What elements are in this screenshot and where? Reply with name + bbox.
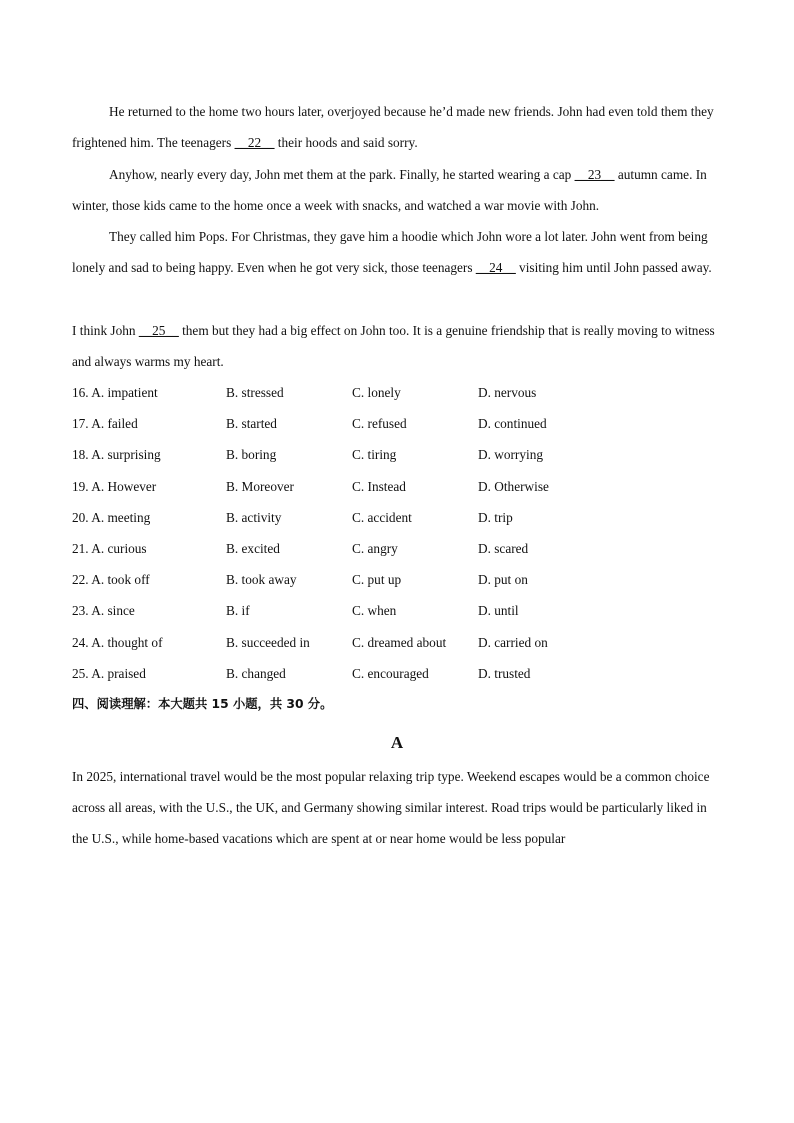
option-a: 19. A. However	[72, 478, 157, 494]
question-row	[72, 627, 722, 658]
option-b: B. started	[226, 416, 277, 432]
option-d: D. trusted	[478, 665, 531, 681]
question-row	[72, 408, 722, 439]
option-b: B. took away	[226, 572, 297, 588]
option-c: C. Instead	[352, 478, 406, 494]
option-d: D. nervous	[478, 385, 537, 400]
option-b: B. stressed	[226, 385, 284, 400]
option-a: 25. A. praised	[72, 665, 146, 681]
option-c: C. encouraged	[352, 665, 429, 681]
option-c: C. accident	[352, 509, 412, 525]
reading-passage-a: In 2025, international travel would be the most popular relaxing trip type. Weekend escapes would be a common choice across all areas, with the U.S., the UK, and Germany showing similar interest. Road trips would be particularly liked in the U.S., while home-based vacations which are spent at or near home would be less popular	[72, 769, 710, 846]
blank-24: __24__	[475, 260, 516, 275]
question-row	[72, 502, 722, 533]
paragraph-text: visiting him until John passed away.	[515, 260, 712, 275]
paragraph-4	[72, 315, 722, 377]
option-d: D. Otherwise	[478, 478, 549, 494]
paragraph-3	[72, 221, 722, 283]
option-c: C. put up	[352, 572, 402, 588]
option-a: 18. A. surprising	[72, 447, 161, 463]
blank-23: __23__	[574, 167, 615, 182]
option-d: D. worrying	[478, 447, 543, 463]
option-c: C. lonely	[352, 385, 401, 400]
option-a: 23. A. since	[72, 603, 135, 619]
paragraph-text: I think John	[72, 323, 139, 338]
option-b: B. excited	[226, 540, 280, 556]
option-c: C. angry	[352, 540, 398, 556]
option-d: D. continued	[478, 416, 547, 432]
question-row	[72, 658, 722, 689]
paragraph-text: Anyhow, nearly every day, John met them at the park. Finally, he started wearing a cap	[109, 167, 575, 182]
option-b: B. boring	[226, 447, 277, 463]
passage-label: A	[390, 733, 404, 752]
paragraph-text: They called him Pops. For Christmas, they gave him a hoodie which John wore a lot later. John went from being lonely and sad to being happy. Even when he got very sick, those teenagers	[72, 229, 708, 275]
question-row	[72, 533, 722, 564]
question-row	[72, 595, 722, 626]
question-row	[72, 377, 722, 408]
option-b: B. Moreover	[226, 478, 294, 494]
paragraph-text: their hoods and said sorry.	[274, 135, 418, 150]
blank-25: __25__	[138, 323, 179, 338]
option-c: C. tiring	[352, 447, 397, 463]
option-a: 24. A. thought of	[72, 634, 163, 650]
paragraph-2	[72, 159, 722, 221]
paragraph-text: He returned to the home two hours later, overjoyed because he’d made new friends. John had even told them they frightened him. The teenagers	[72, 104, 714, 150]
option-c: C. refused	[352, 416, 407, 432]
option-d: D. scared	[478, 540, 529, 556]
option-a: 22. A. took off	[72, 572, 150, 588]
option-c: C. when	[352, 603, 397, 619]
option-d: D. until	[478, 603, 519, 619]
question-row	[72, 439, 722, 470]
option-c: C. dreamed about	[352, 634, 447, 650]
answer-options	[72, 377, 722, 689]
paragraph-text: them but they had a big effect on John too. It is a genuine friendship that is really moving to witness and always warms my heart.	[72, 323, 715, 369]
option-b: B. succeeded in	[226, 634, 310, 650]
section-heading: 四、阅读理解：本大题共 15 小题，共 30 分。	[72, 697, 333, 711]
option-b: B. changed	[226, 665, 286, 681]
option-d: D. trip	[478, 509, 513, 525]
option-a: 21. A. curious	[72, 540, 147, 556]
question-row	[72, 471, 722, 502]
option-b: B. activity	[226, 509, 282, 525]
blank-22: __22__	[234, 135, 275, 150]
option-d: D. carried on	[478, 634, 548, 650]
question-row	[72, 564, 722, 595]
option-a: 16. A. impatient	[72, 385, 158, 400]
option-b: B. if	[226, 603, 250, 619]
option-d: D. put on	[478, 572, 528, 588]
paragraph-1	[72, 96, 722, 158]
option-a: 17. A. failed	[72, 416, 138, 432]
option-a: 20. A. meeting	[72, 509, 151, 525]
paragraph-text: autumn came. In winter, those kids came to the home once a week with snacks, and watched a war movie with John.	[72, 167, 707, 213]
